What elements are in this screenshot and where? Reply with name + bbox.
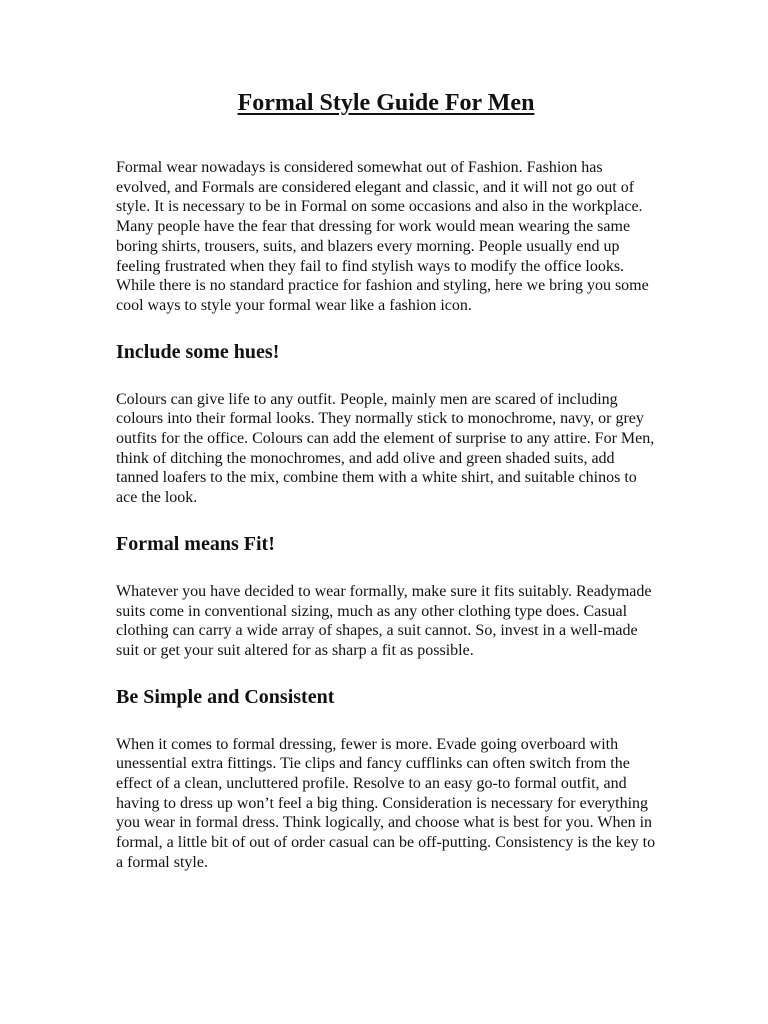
section-heading: Be Simple and Consistent — [116, 685, 335, 708]
section-formal-fit — [116, 532, 656, 661]
document-page — [116, 88, 656, 873]
intro-paragraph: Formal wear nowadays is considered somewhat out of Fashion. Fashion has evolved, and Formals are considered elegant and classic, and it will not go out of style. It is necessary to be in Formal on some occasions and also in the workplace. Many people have the fear that dressing for work would mean wearing the same boring shirts, trousers, suits, and blazers every morning. People usually end up feeling frustrated when they fail to find stylish ways to modify the office looks. While there is no standard practice for fashion and styling, here we bring you some cool ways to style your formal wear like a fashion icon. — [116, 159, 649, 314]
section-paragraph: Whatever you have decided to wear formally, make sure it fits suitably. Readymade suits come in conventional sizing, much as any other clothing type does. Casual clothing can carry a wide array of shapes, a suit cannot. So, invest in a well-made suit or get your suit altered for as sharp a fit as possible. — [116, 582, 652, 659]
section-paragraph: When it comes to formal dressing, fewer is more. Evade going overboard with unessential extra fittings. Tie clips and fancy cufflinks can often switch from the effect of a clean, uncluttered profile. Resolve to an easy go-to formal outfit, and having to dress up won’t feel a big thing. Consideration is necessary for everything you wear in formal dress. Think logically, and choose what is best for you. When in formal, a little bit of out of order casual can be off-putting. Consistency is the key to a formal style. — [116, 735, 656, 871]
section-simple-consistent — [116, 685, 656, 873]
section-heading: Formal means Fit! — [116, 532, 275, 555]
section-heading: Include some hues! — [116, 340, 280, 363]
section-paragraph: Colours can give life to any outfit. People, mainly men are scared of including colours into their formal looks. They normally stick to monochrome, navy, or grey outfits for the office. Colours can add the element of surprise to any attire. For Men, think of ditching the monochromes, and add olive and green shaded suits, add tanned loafers to the mix, combine them with a white shirt, and suitable chinos to ace the look. — [116, 390, 655, 507]
document-title: Formal Style Guide For Men — [237, 90, 535, 116]
section-include-hues — [116, 340, 656, 508]
